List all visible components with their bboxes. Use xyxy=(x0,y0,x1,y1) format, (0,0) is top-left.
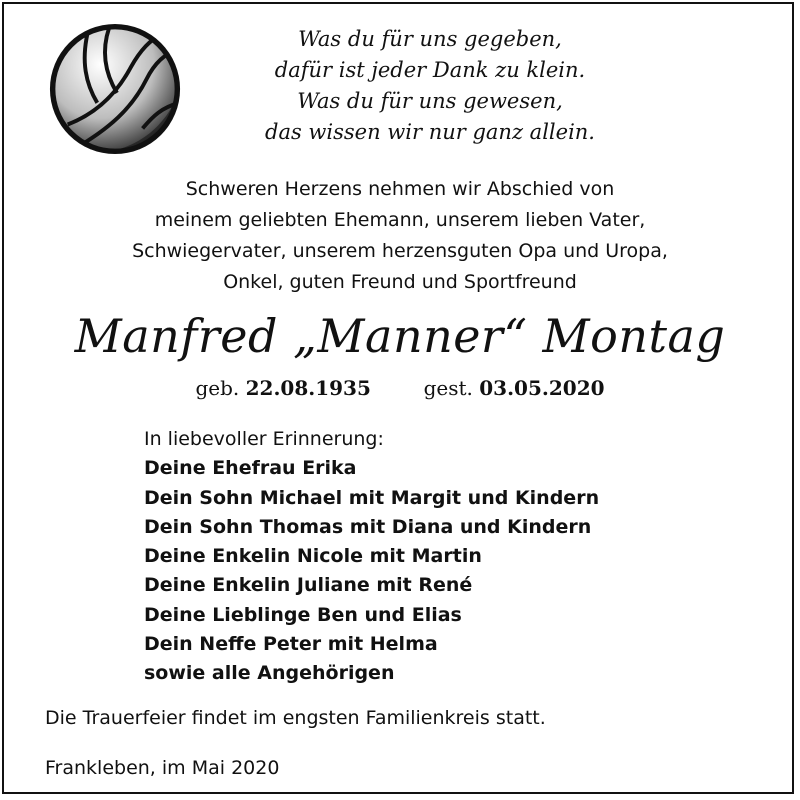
life-dates xyxy=(0,373,800,403)
mourner-item: Dein Sohn Michael mit Margit und Kindern xyxy=(144,486,600,509)
mourner-item: Deine Lieblinge Ben und Elias xyxy=(144,603,462,626)
mourner-item: Deine Enkelin Juliane mit René xyxy=(144,574,473,597)
poem-line: dafür ist jeder Dank zu klein. xyxy=(274,58,586,82)
intro-line: meinem geliebten Ehemann, unserem lieben Vater, xyxy=(154,209,646,231)
mourner-item: Dein Sohn Thomas mit Diana und Kindern xyxy=(144,515,592,538)
poem-line: das wissen wir nur ganz allein. xyxy=(265,120,595,144)
intro-line: Schwiegervater, unserem herzensguten Opa und Uropa, xyxy=(132,240,668,262)
mourner-item: Deine Enkelin Nicole mit Martin xyxy=(144,545,482,568)
poem-line: Was du für uns gewesen, xyxy=(297,89,563,113)
ceremony-note: Die Trauerfeier findet im engsten Familienkreis statt. xyxy=(45,707,546,729)
poem-line: Was du für uns gegeben, xyxy=(298,27,562,51)
place-date: Frankleben, im Mai 2020 xyxy=(45,757,280,779)
mourner-item: Dein Neffe Peter mit Helma xyxy=(144,633,438,656)
deceased-name: Manfred „Manner“ Montag xyxy=(74,309,726,363)
poem xyxy=(230,24,630,148)
born-date: 22.08.1935 xyxy=(245,376,371,400)
died-label: gest. xyxy=(423,376,473,400)
intro-line: Schweren Herzens nehmen wir Abschied von xyxy=(185,178,615,200)
mourner-item: Deine Ehefrau Erika xyxy=(144,457,357,480)
intro-text xyxy=(0,174,800,298)
born-label: geb. xyxy=(195,376,240,400)
mourners-list xyxy=(144,425,599,689)
intro-line: Onkel, guten Freund und Sportfreund xyxy=(223,271,577,293)
mourners-lead: In liebevoller Erinnerung: xyxy=(144,428,384,450)
died-date: 03.05.2020 xyxy=(479,376,605,400)
volleyball-icon xyxy=(46,20,184,158)
mourner-item: sowie alle Angehörigen xyxy=(144,662,395,685)
